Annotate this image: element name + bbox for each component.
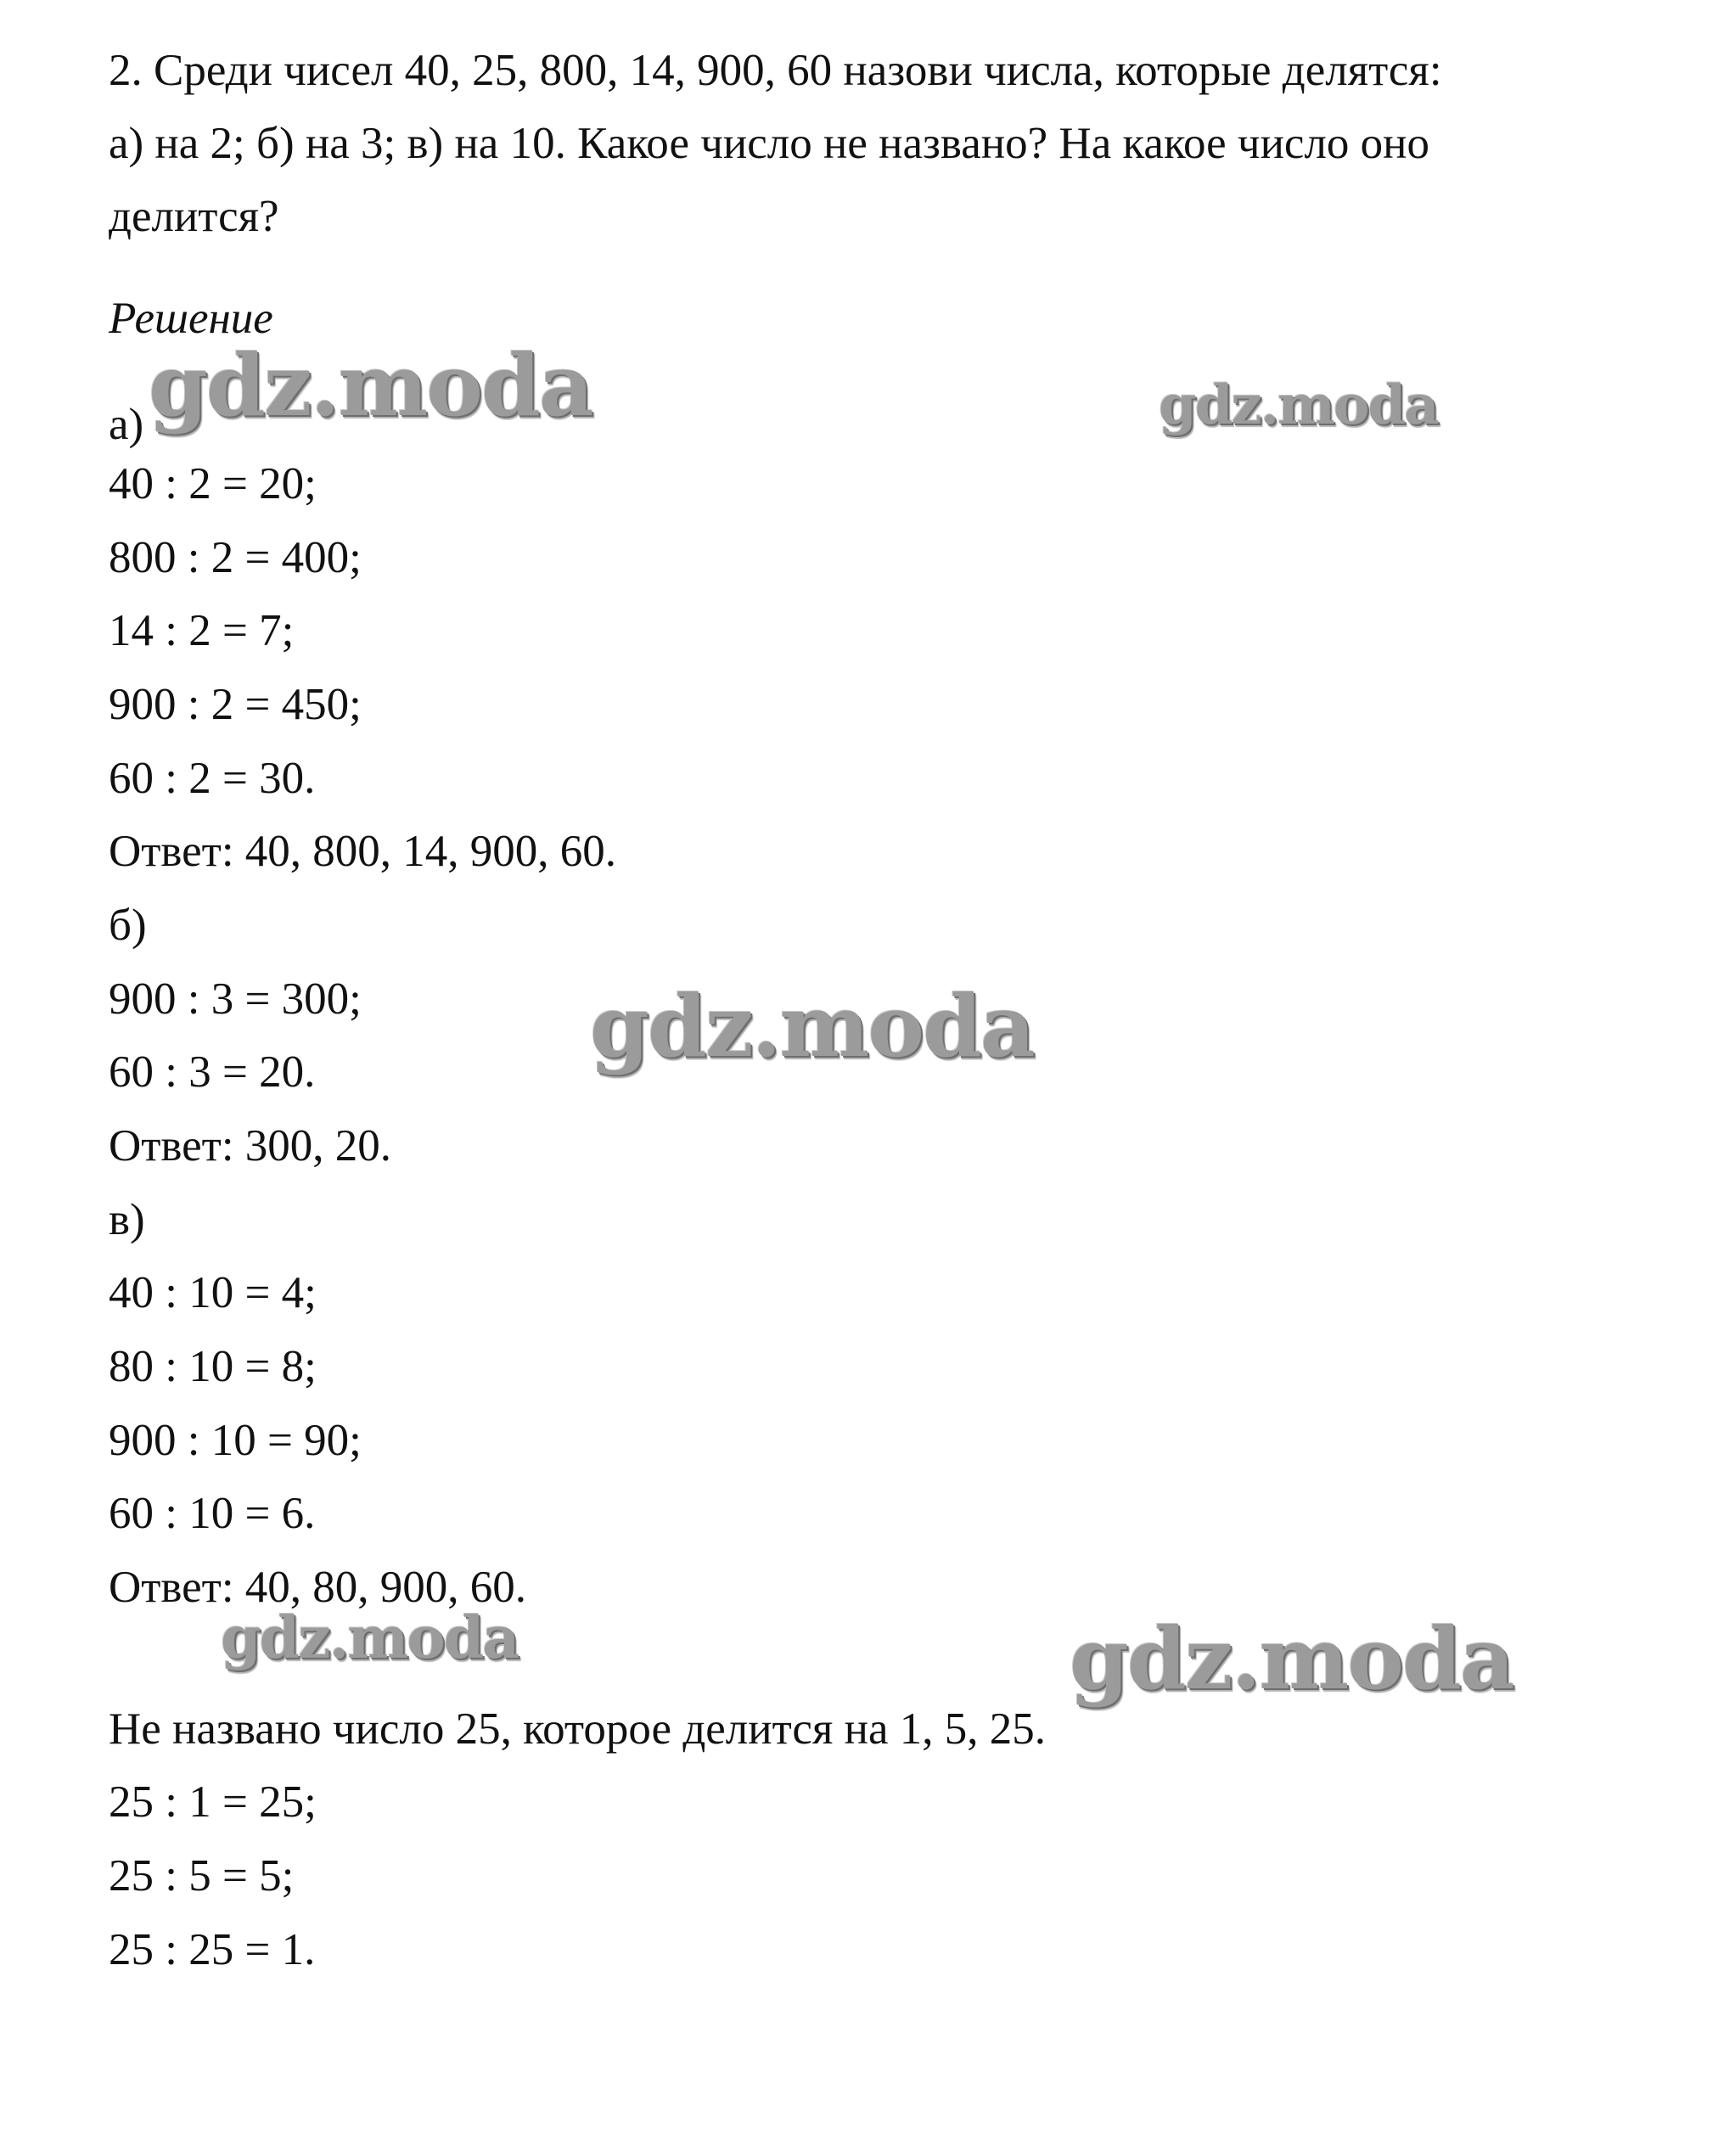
solution-line: 60 : 10 = 6. [109,1489,316,1538]
solution-line: 40 : 2 = 20; [109,459,317,508]
solution-line: 60 : 2 = 30. [109,754,316,803]
problem-line: делится? [109,192,279,241]
part-b-label: б) [109,901,147,950]
solution-line: 900 : 10 = 90; [109,1416,362,1465]
solution-line: 800 : 2 = 400; [109,533,362,582]
solution-line: 900 : 2 = 450; [109,680,362,729]
solution-heading: Решение [109,294,273,343]
solution-line: 60 : 3 = 20. [109,1047,316,1097]
part-v-label: в) [109,1195,145,1244]
watermark: gdz.moda [1070,1609,1513,1709]
solution-line: 900 : 3 = 300; [109,974,362,1024]
answer-b: Ответ: 300, 20. [109,1121,392,1171]
solution-line: 25 : 5 = 5; [109,1851,295,1901]
watermark: gdz.moda [1159,373,1438,437]
problem-statement [109,34,1654,253]
problem-line: 2. Среди чисел 40, 25, 800, 14, 900, 60 назови числа, которые делятся: [109,46,1442,95]
problem-line: а) на 2; б) на 3; в) на 10. Какое число не названо? На какое число оно [109,119,1430,168]
part-a-label: а) [109,400,144,449]
solution-line: 40 : 10 = 4; [109,1268,317,1317]
solution-line: 14 : 2 = 7; [109,606,295,655]
solution-line: 80 : 10 = 8; [109,1342,317,1391]
solution-line: 25 : 25 = 1. [109,1925,316,1974]
watermark: gdz.moda [590,976,1034,1076]
answer-v: Ответ: 40, 80, 900, 60. [109,1563,527,1612]
watermark: gdz.moda [149,335,592,435]
solution-line: 25 : 1 = 25; [109,1777,317,1827]
unnamed-number-note: Не названо число 25, которое делится на 1, 5, 25. [109,1704,1046,1754]
watermark: gdz.moda [221,1604,519,1672]
answer-a: Ответ: 40, 800, 14, 900, 60. [109,827,617,876]
